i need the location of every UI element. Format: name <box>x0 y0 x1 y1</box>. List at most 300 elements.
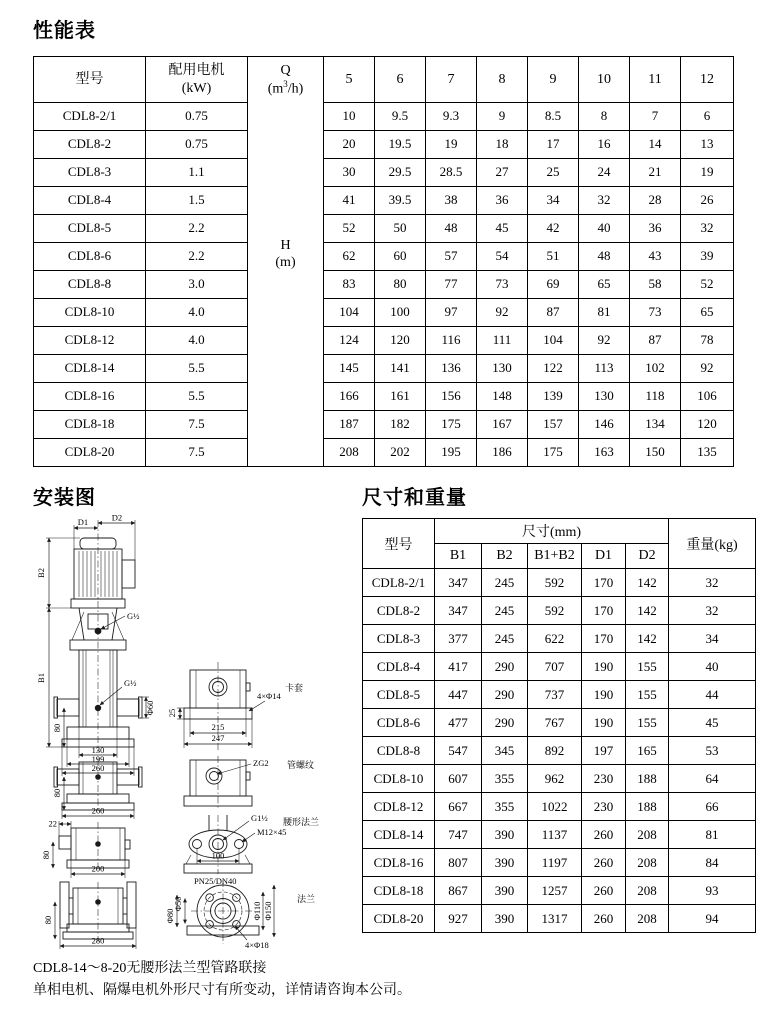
perf-header-row <box>34 57 734 103</box>
model-cell: CDL8-8 <box>363 737 435 765</box>
head-value-cell: 18 <box>477 131 528 159</box>
head-value-cell: 30 <box>324 159 375 187</box>
head-value-cell: 9 <box>477 103 528 131</box>
b2-label: B2 <box>36 568 46 578</box>
g-half-mid-label: G½ <box>124 678 137 688</box>
head-value-cell: 19 <box>681 159 734 187</box>
head-value-cell: 167 <box>477 411 528 439</box>
head-value-cell: 32 <box>681 215 734 243</box>
bolt-4x18-label: 4×Φ18 <box>245 940 269 950</box>
head-value-cell: 92 <box>681 355 734 383</box>
head-value-cell: 145 <box>324 355 375 383</box>
model-cell: CDL8-5 <box>363 681 435 709</box>
size-value-cell: 892 <box>528 737 582 765</box>
dims-table-row <box>363 905 756 933</box>
head-value-cell: 120 <box>681 411 734 439</box>
head-value-cell: 122 <box>528 355 579 383</box>
head-value-cell: 134 <box>630 411 681 439</box>
head-value-cell: 52 <box>324 215 375 243</box>
size-value-cell: 208 <box>626 849 669 877</box>
q-label: Q <box>280 62 291 78</box>
power-cell: 1.1 <box>146 159 248 187</box>
d2-label: D2 <box>111 512 123 523</box>
size-value-cell: 390 <box>482 821 528 849</box>
head-value-cell: 57 <box>426 243 477 271</box>
head-value-cell: 130 <box>477 355 528 383</box>
perf-header-flow: 9 <box>528 57 579 103</box>
dim-199-label: 199 <box>91 754 105 764</box>
size-value-cell: 1317 <box>528 905 582 933</box>
power-cell: 0.75 <box>146 131 248 159</box>
head-value-cell: 120 <box>375 327 426 355</box>
head-value-cell: 161 <box>375 383 426 411</box>
dim-80-b-label: 80 <box>41 850 51 860</box>
size-value-cell: 707 <box>528 653 582 681</box>
pump-side-view <box>36 513 155 777</box>
dims-table-row <box>363 849 756 877</box>
dims-table-row <box>363 877 756 905</box>
model-cell: CDL8-4 <box>34 187 146 215</box>
model-cell: CDL8-20 <box>34 439 146 467</box>
dim-247-label: 247 <box>211 733 225 743</box>
head-value-cell: 58 <box>630 271 681 299</box>
head-value-cell: 51 <box>528 243 579 271</box>
weight-cell: 84 <box>669 849 756 877</box>
head-value-cell: 148 <box>477 383 528 411</box>
installation-diagram <box>33 512 355 954</box>
head-value-cell: 104 <box>324 299 375 327</box>
head-value-cell: 116 <box>426 327 477 355</box>
head-value-cell: 78 <box>681 327 734 355</box>
dims-table-row <box>363 737 756 765</box>
head-value-cell: 65 <box>681 299 734 327</box>
weight-cell: 93 <box>669 877 756 905</box>
dim-80-main-label: 80 <box>52 723 62 733</box>
size-value-cell: 190 <box>582 709 626 737</box>
size-value-cell: 962 <box>528 765 582 793</box>
head-value-cell: 48 <box>579 243 630 271</box>
size-value-cell: 142 <box>626 569 669 597</box>
perf-header-flow: 7 <box>426 57 477 103</box>
head-value-cell: 65 <box>579 271 630 299</box>
size-value-cell: 230 <box>582 793 626 821</box>
head-value-cell: 38 <box>426 187 477 215</box>
installation-column <box>33 481 358 954</box>
head-value-cell: 26 <box>681 187 734 215</box>
dims-table-row <box>363 625 756 653</box>
size-value-cell: 142 <box>626 597 669 625</box>
head-value-cell: 28.5 <box>426 159 477 187</box>
head-value-cell: 111 <box>477 327 528 355</box>
model-cell: CDL8-3 <box>34 159 146 187</box>
flange-label: 法兰 <box>297 894 316 904</box>
dims-table-row <box>363 681 756 709</box>
weight-cell: 53 <box>669 737 756 765</box>
model-cell: CDL8-10 <box>34 299 146 327</box>
head-value-cell: 186 <box>477 439 528 467</box>
model-cell: CDL8-2/1 <box>363 569 435 597</box>
head-value-cell: 135 <box>681 439 734 467</box>
head-value-cell: 45 <box>477 215 528 243</box>
dimensions-section-title: 尺寸和重量 <box>362 487 467 509</box>
pipe-thread-view <box>184 756 314 810</box>
head-value-cell: 40 <box>579 215 630 243</box>
perf-header-flow: 11 <box>630 57 681 103</box>
head-value-cell: 83 <box>324 271 375 299</box>
head-value-cell: 104 <box>528 327 579 355</box>
size-value-cell: 390 <box>482 849 528 877</box>
head-value-cell: 102 <box>630 355 681 383</box>
dims-header-b2: B2 <box>482 544 528 569</box>
g-half-top-label: G½ <box>127 611 140 621</box>
head-value-cell: 156 <box>426 383 477 411</box>
zg2-label: ZG2 <box>253 758 269 768</box>
head-value-cell: 141 <box>375 355 426 383</box>
pn25-dn40-label: PN25/DN40 <box>194 876 237 886</box>
power-cell: 5.5 <box>146 383 248 411</box>
round-flange-view <box>165 880 315 950</box>
ferrule-label: 卡套 <box>285 683 304 693</box>
head-value-cell: 150 <box>630 439 681 467</box>
dim-100-label: 100 <box>211 850 225 861</box>
size-value-cell: 165 <box>626 737 669 765</box>
perf-header-flow: 12 <box>681 57 734 103</box>
installation-section-title: 安装图 <box>33 487 96 509</box>
motor-label: 配用电机 <box>168 63 225 78</box>
dims-table-row <box>363 821 756 849</box>
dim-130-label: 130 <box>91 745 105 755</box>
dim-280-label: 280 <box>91 935 105 946</box>
size-value-cell: 188 <box>626 793 669 821</box>
head-value-cell: 208 <box>324 439 375 467</box>
head-value-cell: 62 <box>324 243 375 271</box>
size-value-cell: 155 <box>626 709 669 737</box>
head-value-cell: 7 <box>630 103 681 131</box>
motor-unit: (kW) <box>181 80 212 96</box>
head-value-cell: 48 <box>426 215 477 243</box>
perf-table-row <box>34 383 734 411</box>
dim-80-a-label: 80 <box>52 788 62 798</box>
power-cell: 1.5 <box>146 187 248 215</box>
power-cell: 5.5 <box>146 355 248 383</box>
ferrule-base-view <box>167 662 303 752</box>
dims-header-b1b2: B1+B2 <box>528 544 582 569</box>
dims-header-d1: D1 <box>582 544 626 569</box>
head-value-cell: 43 <box>630 243 681 271</box>
head-value-cell: 39.5 <box>375 187 426 215</box>
perf-q-h-merged-cell <box>248 57 324 467</box>
model-cell: CDL8-12 <box>34 327 146 355</box>
size-value-cell: 208 <box>626 821 669 849</box>
perf-table-row <box>34 271 734 299</box>
dim-22-label: 22 <box>48 818 57 829</box>
size-value-cell: 347 <box>435 569 482 597</box>
perf-header-flow: 10 <box>579 57 630 103</box>
size-value-cell: 592 <box>528 569 582 597</box>
power-cell: 4.0 <box>146 299 248 327</box>
weight-cell: 40 <box>669 653 756 681</box>
perf-table-row <box>34 439 734 467</box>
performance-section-title: 性能表 <box>33 20 96 42</box>
power-cell: 2.2 <box>146 243 248 271</box>
power-cell: 3.0 <box>146 271 248 299</box>
perf-table-row <box>34 159 734 187</box>
head-value-cell: 9.5 <box>375 103 426 131</box>
dim-260-a-label: 260 <box>91 805 105 816</box>
size-value-cell: 260 <box>582 821 626 849</box>
head-value-cell: 182 <box>375 411 426 439</box>
size-value-cell: 345 <box>482 737 528 765</box>
dims-table-row <box>363 569 756 597</box>
perf-table-row <box>34 103 734 131</box>
dim-25-label: 25 <box>167 708 177 718</box>
head-value-cell: 81 <box>579 299 630 327</box>
model-cell: CDL8-12 <box>363 793 435 821</box>
head-value-cell: 24 <box>579 159 630 187</box>
dims-header-weight: 重量(kg) <box>669 519 756 569</box>
phi50-label: Φ50 <box>173 896 183 912</box>
head-value-cell: 106 <box>681 383 734 411</box>
head-value-cell: 92 <box>477 299 528 327</box>
size-value-cell: 390 <box>482 905 528 933</box>
perf-header-flow: 8 <box>477 57 528 103</box>
model-cell: CDL8-20 <box>363 905 435 933</box>
head-value-cell: 92 <box>579 327 630 355</box>
model-cell: CDL8-10 <box>363 765 435 793</box>
b1-label: B1 <box>36 673 46 683</box>
q-header <box>248 57 323 103</box>
size-value-cell: 347 <box>435 597 482 625</box>
head-value-cell: 32 <box>579 187 630 215</box>
head-value-cell: 19.5 <box>375 131 426 159</box>
head-value-cell: 10 <box>324 103 375 131</box>
size-value-cell: 807 <box>435 849 482 877</box>
head-value-cell: 6 <box>681 103 734 131</box>
model-cell: CDL8-16 <box>363 849 435 877</box>
power-cell: 7.5 <box>146 439 248 467</box>
head-value-cell: 29.5 <box>375 159 426 187</box>
phi80-label: Φ80 <box>165 908 175 924</box>
wide-base-view <box>41 819 130 879</box>
head-value-cell: 73 <box>477 271 528 299</box>
perf-table-row <box>34 215 734 243</box>
head-value-cell: 130 <box>579 383 630 411</box>
size-value-cell: 390 <box>482 877 528 905</box>
footnote-line: 单相电机、隔爆电机外形尺寸有所变动，详情请咨询本公司。 <box>33 982 411 998</box>
size-value-cell: 417 <box>435 653 482 681</box>
head-value-cell: 54 <box>477 243 528 271</box>
size-value-cell: 170 <box>582 625 626 653</box>
weight-cell: 34 <box>669 625 756 653</box>
perf-header-motor <box>146 57 248 103</box>
d1-label: D1 <box>77 517 89 527</box>
head-value-cell: 139 <box>528 383 579 411</box>
weight-cell: 32 <box>669 569 756 597</box>
head-value-cell: 42 <box>528 215 579 243</box>
weight-cell: 64 <box>669 765 756 793</box>
phi60-label: Φ60 <box>145 700 155 716</box>
head-value-cell: 69 <box>528 271 579 299</box>
perf-header-flow: 6 <box>375 57 426 103</box>
dims-header-size-group: 尺寸(mm) <box>435 519 669 544</box>
footnotes <box>33 958 755 1001</box>
size-value-cell: 547 <box>435 737 482 765</box>
head-value-cell: 19 <box>426 131 477 159</box>
dims-table-row <box>363 793 756 821</box>
size-value-cell: 622 <box>528 625 582 653</box>
dims-header-model: 型号 <box>363 519 435 569</box>
size-value-cell: 142 <box>626 625 669 653</box>
head-value-cell: 36 <box>477 187 528 215</box>
size-value-cell: 607 <box>435 765 482 793</box>
phi110-label: Φ110 <box>252 901 262 921</box>
m12x45-label: M12×45 <box>257 827 287 837</box>
dims-table-row <box>363 709 756 737</box>
model-cell: CDL8-5 <box>34 215 146 243</box>
model-cell: CDL8-14 <box>34 355 146 383</box>
size-value-cell: 260 <box>582 849 626 877</box>
dims-header-row-1 <box>363 519 756 544</box>
head-value-cell: 97 <box>426 299 477 327</box>
size-value-cell: 767 <box>528 709 582 737</box>
model-cell: CDL8-14 <box>363 821 435 849</box>
size-value-cell: 867 <box>435 877 482 905</box>
dims-table-row <box>363 597 756 625</box>
size-value-cell: 1022 <box>528 793 582 821</box>
model-cell: CDL8-4 <box>363 653 435 681</box>
size-value-cell: 592 <box>528 597 582 625</box>
head-value-cell: 195 <box>426 439 477 467</box>
weight-cell: 45 <box>669 709 756 737</box>
perf-table-row <box>34 187 734 215</box>
head-value-cell: 36 <box>630 215 681 243</box>
head-value-cell: 202 <box>375 439 426 467</box>
power-cell: 4.0 <box>146 327 248 355</box>
model-cell: CDL8-2/1 <box>34 103 146 131</box>
head-value-cell: 34 <box>528 187 579 215</box>
head-value-cell: 39 <box>681 243 734 271</box>
head-value-cell: 8 <box>579 103 630 131</box>
size-value-cell: 927 <box>435 905 482 933</box>
model-cell: CDL8-18 <box>363 877 435 905</box>
dims-header-d2: D2 <box>626 544 669 569</box>
size-value-cell: 190 <box>582 653 626 681</box>
head-value-cell: 100 <box>375 299 426 327</box>
size-value-cell: 190 <box>582 681 626 709</box>
perf-table-row <box>34 411 734 439</box>
size-value-cell: 477 <box>435 709 482 737</box>
h-label: H (m) <box>275 237 296 271</box>
dim-80-c-label: 80 <box>43 915 53 925</box>
perf-header-model: 型号 <box>34 57 146 103</box>
head-value-cell: 80 <box>375 271 426 299</box>
size-value-cell: 260 <box>582 877 626 905</box>
power-cell: 2.2 <box>146 215 248 243</box>
kidney-flange-view <box>184 813 319 886</box>
size-value-cell: 355 <box>482 793 528 821</box>
head-value-cell: 118 <box>630 383 681 411</box>
head-value-cell: 175 <box>528 439 579 467</box>
size-value-cell: 290 <box>482 653 528 681</box>
head-value-cell: 52 <box>681 271 734 299</box>
pipe-thread-label: 管螺纹 <box>287 760 315 770</box>
model-cell: CDL8-8 <box>34 271 146 299</box>
head-value-cell: 87 <box>630 327 681 355</box>
size-value-cell: 245 <box>482 597 528 625</box>
g1-half-label: G1½ <box>251 813 268 823</box>
size-value-cell: 188 <box>626 765 669 793</box>
head-value-cell: 175 <box>426 411 477 439</box>
dimensions-table <box>362 518 756 933</box>
head-value-cell: 124 <box>324 327 375 355</box>
size-value-cell: 747 <box>435 821 482 849</box>
size-value-cell: 170 <box>582 597 626 625</box>
head-value-cell: 146 <box>579 411 630 439</box>
perf-table-row <box>34 131 734 159</box>
dimensions-column <box>362 481 755 954</box>
head-value-cell: 16 <box>579 131 630 159</box>
size-value-cell: 377 <box>435 625 482 653</box>
head-value-cell: 60 <box>375 243 426 271</box>
weight-cell: 81 <box>669 821 756 849</box>
dim-260-main-label: 260 <box>91 763 105 773</box>
size-value-cell: 155 <box>626 681 669 709</box>
head-value-cell: 13 <box>681 131 734 159</box>
head-value-cell: 166 <box>324 383 375 411</box>
head-value-cell: 87 <box>528 299 579 327</box>
flange-base-view <box>43 882 136 949</box>
weight-cell: 66 <box>669 793 756 821</box>
perf-header-flow: 5 <box>324 57 375 103</box>
head-value-cell: 14 <box>630 131 681 159</box>
size-value-cell: 355 <box>482 765 528 793</box>
phi150-label: Φ150 <box>263 901 273 921</box>
head-value-cell: 21 <box>630 159 681 187</box>
dims-table-row <box>363 653 756 681</box>
weight-cell: 44 <box>669 681 756 709</box>
head-value-cell: 41 <box>324 187 375 215</box>
size-value-cell: 1137 <box>528 821 582 849</box>
model-cell: CDL8-18 <box>34 411 146 439</box>
head-value-cell: 9.3 <box>426 103 477 131</box>
size-value-cell: 1257 <box>528 877 582 905</box>
dims-header-b1: B1 <box>435 544 482 569</box>
dims-table-row <box>363 765 756 793</box>
perf-table-row <box>34 243 734 271</box>
perf-table-row <box>34 355 734 383</box>
weight-cell: 32 <box>669 597 756 625</box>
power-cell: 7.5 <box>146 411 248 439</box>
size-value-cell: 230 <box>582 765 626 793</box>
model-cell: CDL8-2 <box>34 131 146 159</box>
size-value-cell: 1197 <box>528 849 582 877</box>
dim-215-label: 215 <box>211 722 225 732</box>
size-value-cell: 447 <box>435 681 482 709</box>
size-value-cell: 290 <box>482 709 528 737</box>
size-value-cell: 170 <box>582 569 626 597</box>
size-value-cell: 197 <box>582 737 626 765</box>
head-value-cell: 8.5 <box>528 103 579 131</box>
model-cell: CDL8-3 <box>363 625 435 653</box>
size-value-cell: 737 <box>528 681 582 709</box>
head-value-cell: 136 <box>426 355 477 383</box>
head-value-cell: 17 <box>528 131 579 159</box>
size-value-cell: 667 <box>435 793 482 821</box>
model-cell: CDL8-6 <box>34 243 146 271</box>
model-cell: CDL8-6 <box>363 709 435 737</box>
size-value-cell: 245 <box>482 569 528 597</box>
kidney-flange-label: 腰形法兰 <box>283 817 320 827</box>
